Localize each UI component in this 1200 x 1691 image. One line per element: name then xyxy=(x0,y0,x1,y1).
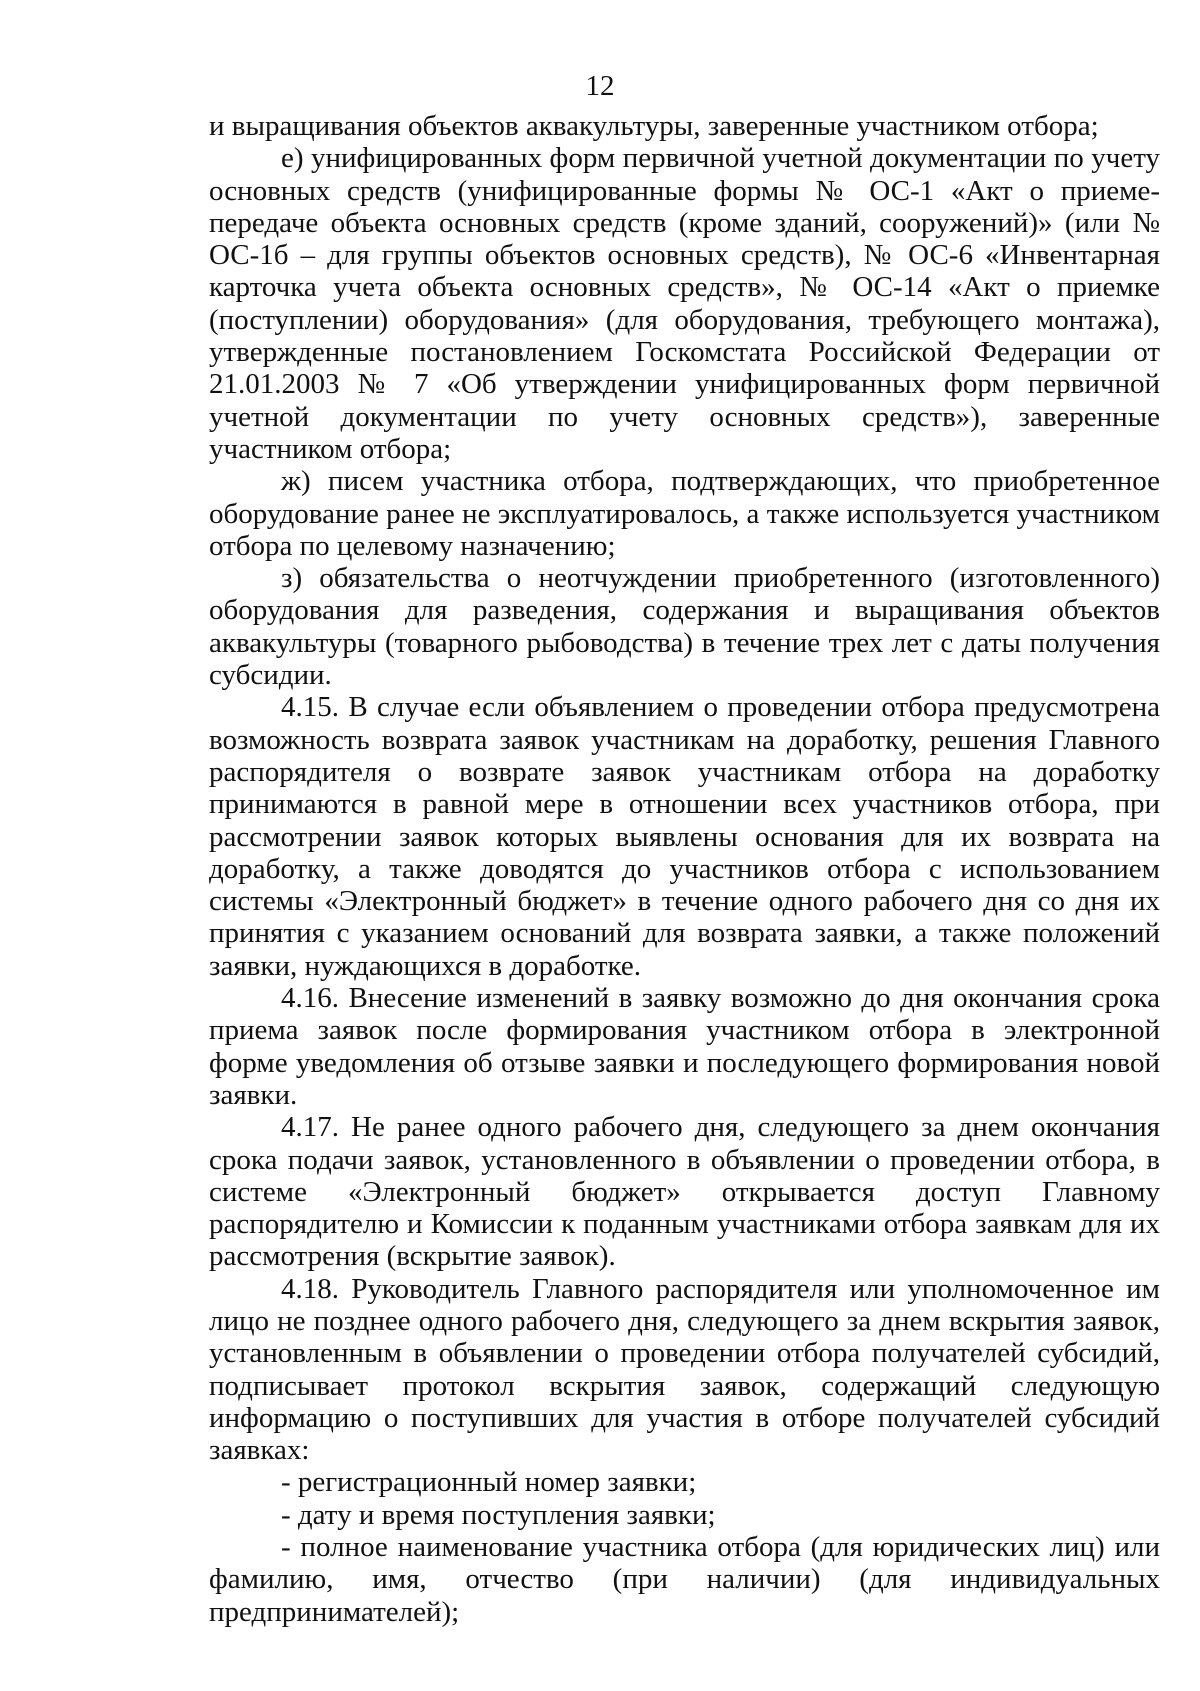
paragraph-4-17: 4.17. Не ранее одного рабочего дня, следующего за днем окончания срока подачи заявок, установленного в объявлении о проведении отбора, в системе «Электронный бюджет» открывается доступ Главному распорядителю и Комиссии к поданным участниками отбора заявкам для их рассмотрения (вскрытие заявок). xyxy=(209,1111,1160,1273)
document-body xyxy=(209,110,1160,1628)
paragraph-4-16: 4.16. Внесение изменений в заявку возможно до дня окончания срока приема заявок после формирования участником отбора в электронной форме уведомления об отзыве заявки и последующего формирования новой заявки. xyxy=(209,982,1160,1111)
paragraph-4-15: 4.15. В случае если объявлением о проведении отбора предусмотрена возможность возврата заявок участникам на доработку, решения Главного распорядителя о возврате заявок участникам отбора на доработку принимаются в равной мере в отношении всех участников отбора, при рассмотрении заявок которых выявлены основания для их возврата на доработку, а также доводятся до участников отбора с использованием системы «Электронный бюджет» в течение одного рабочего дня со дня их принятия с указанием оснований для возврата заявки, а также положений заявки, нуждающихся в доработке. xyxy=(209,691,1160,982)
list-item-date-time: - дату и время поступления заявки; xyxy=(281,1498,716,1531)
list-item-registration-number: - регистрационный номер заявки; xyxy=(281,1466,697,1499)
page-number: 12 xyxy=(585,70,615,102)
list-item-participant-name: - полное наименование участника отбора (для юридических лиц) или фамилию, имя, отчество (при наличии) (для индивидуальных предпринимателей); xyxy=(209,1531,1160,1628)
paragraph-4-18: 4.18. Руководитель Главного распорядителя или уполномоченное им лицо не позднее одного рабочего дня, следующего за днем вскрытия заявок, установленным в объявлении о проведении отбора получателей субсидий, подписывает протокол вскрытия заявок, содержащий следующую информацию о поступивших для участия в отборе получателей субсидий заявках: xyxy=(209,1272,1160,1467)
paragraph-item-z: з) обязательства о неотчуждении приобретенного (изготовленного) оборудования для разведения, содержания и выращивания объектов аквакультуры (товарного рыбоводства) в течение трех лет с даты получения субсидии. xyxy=(209,562,1160,692)
paragraph-continuation: и выращивания объектов аквакультуры, заверенные участником отбора; xyxy=(209,110,1099,142)
paragraph-item-zh: ж) писем участника отбора, подтверждающих, что приобретенное оборудование ранее не эксплуатировалось, а также используется участником отбора по целевому назначению; xyxy=(209,465,1160,562)
paragraph-item-e: е) унифицированных форм первичной учетной документации по учету основных средств (унифицированные формы № ОС-1 «Акт о приеме-передаче объекта основных средств (кроме зданий, сооружений)» (или № ОС-1б – для группы объектов основных средств), № ОС-6 «Инвентарная карточка учета объекта основных средств», № ОС-14 «Акт о приемке (поступлении) оборудования» (для оборудования, требующего монтажа), утвержденные постановлением Госкомстата Российской Федерации от 21.01.2003 № 7 «Об утверждении унифицированных форм первичной учетной документации по учету основных средств»), заверенные участником отбора; xyxy=(209,142,1160,465)
